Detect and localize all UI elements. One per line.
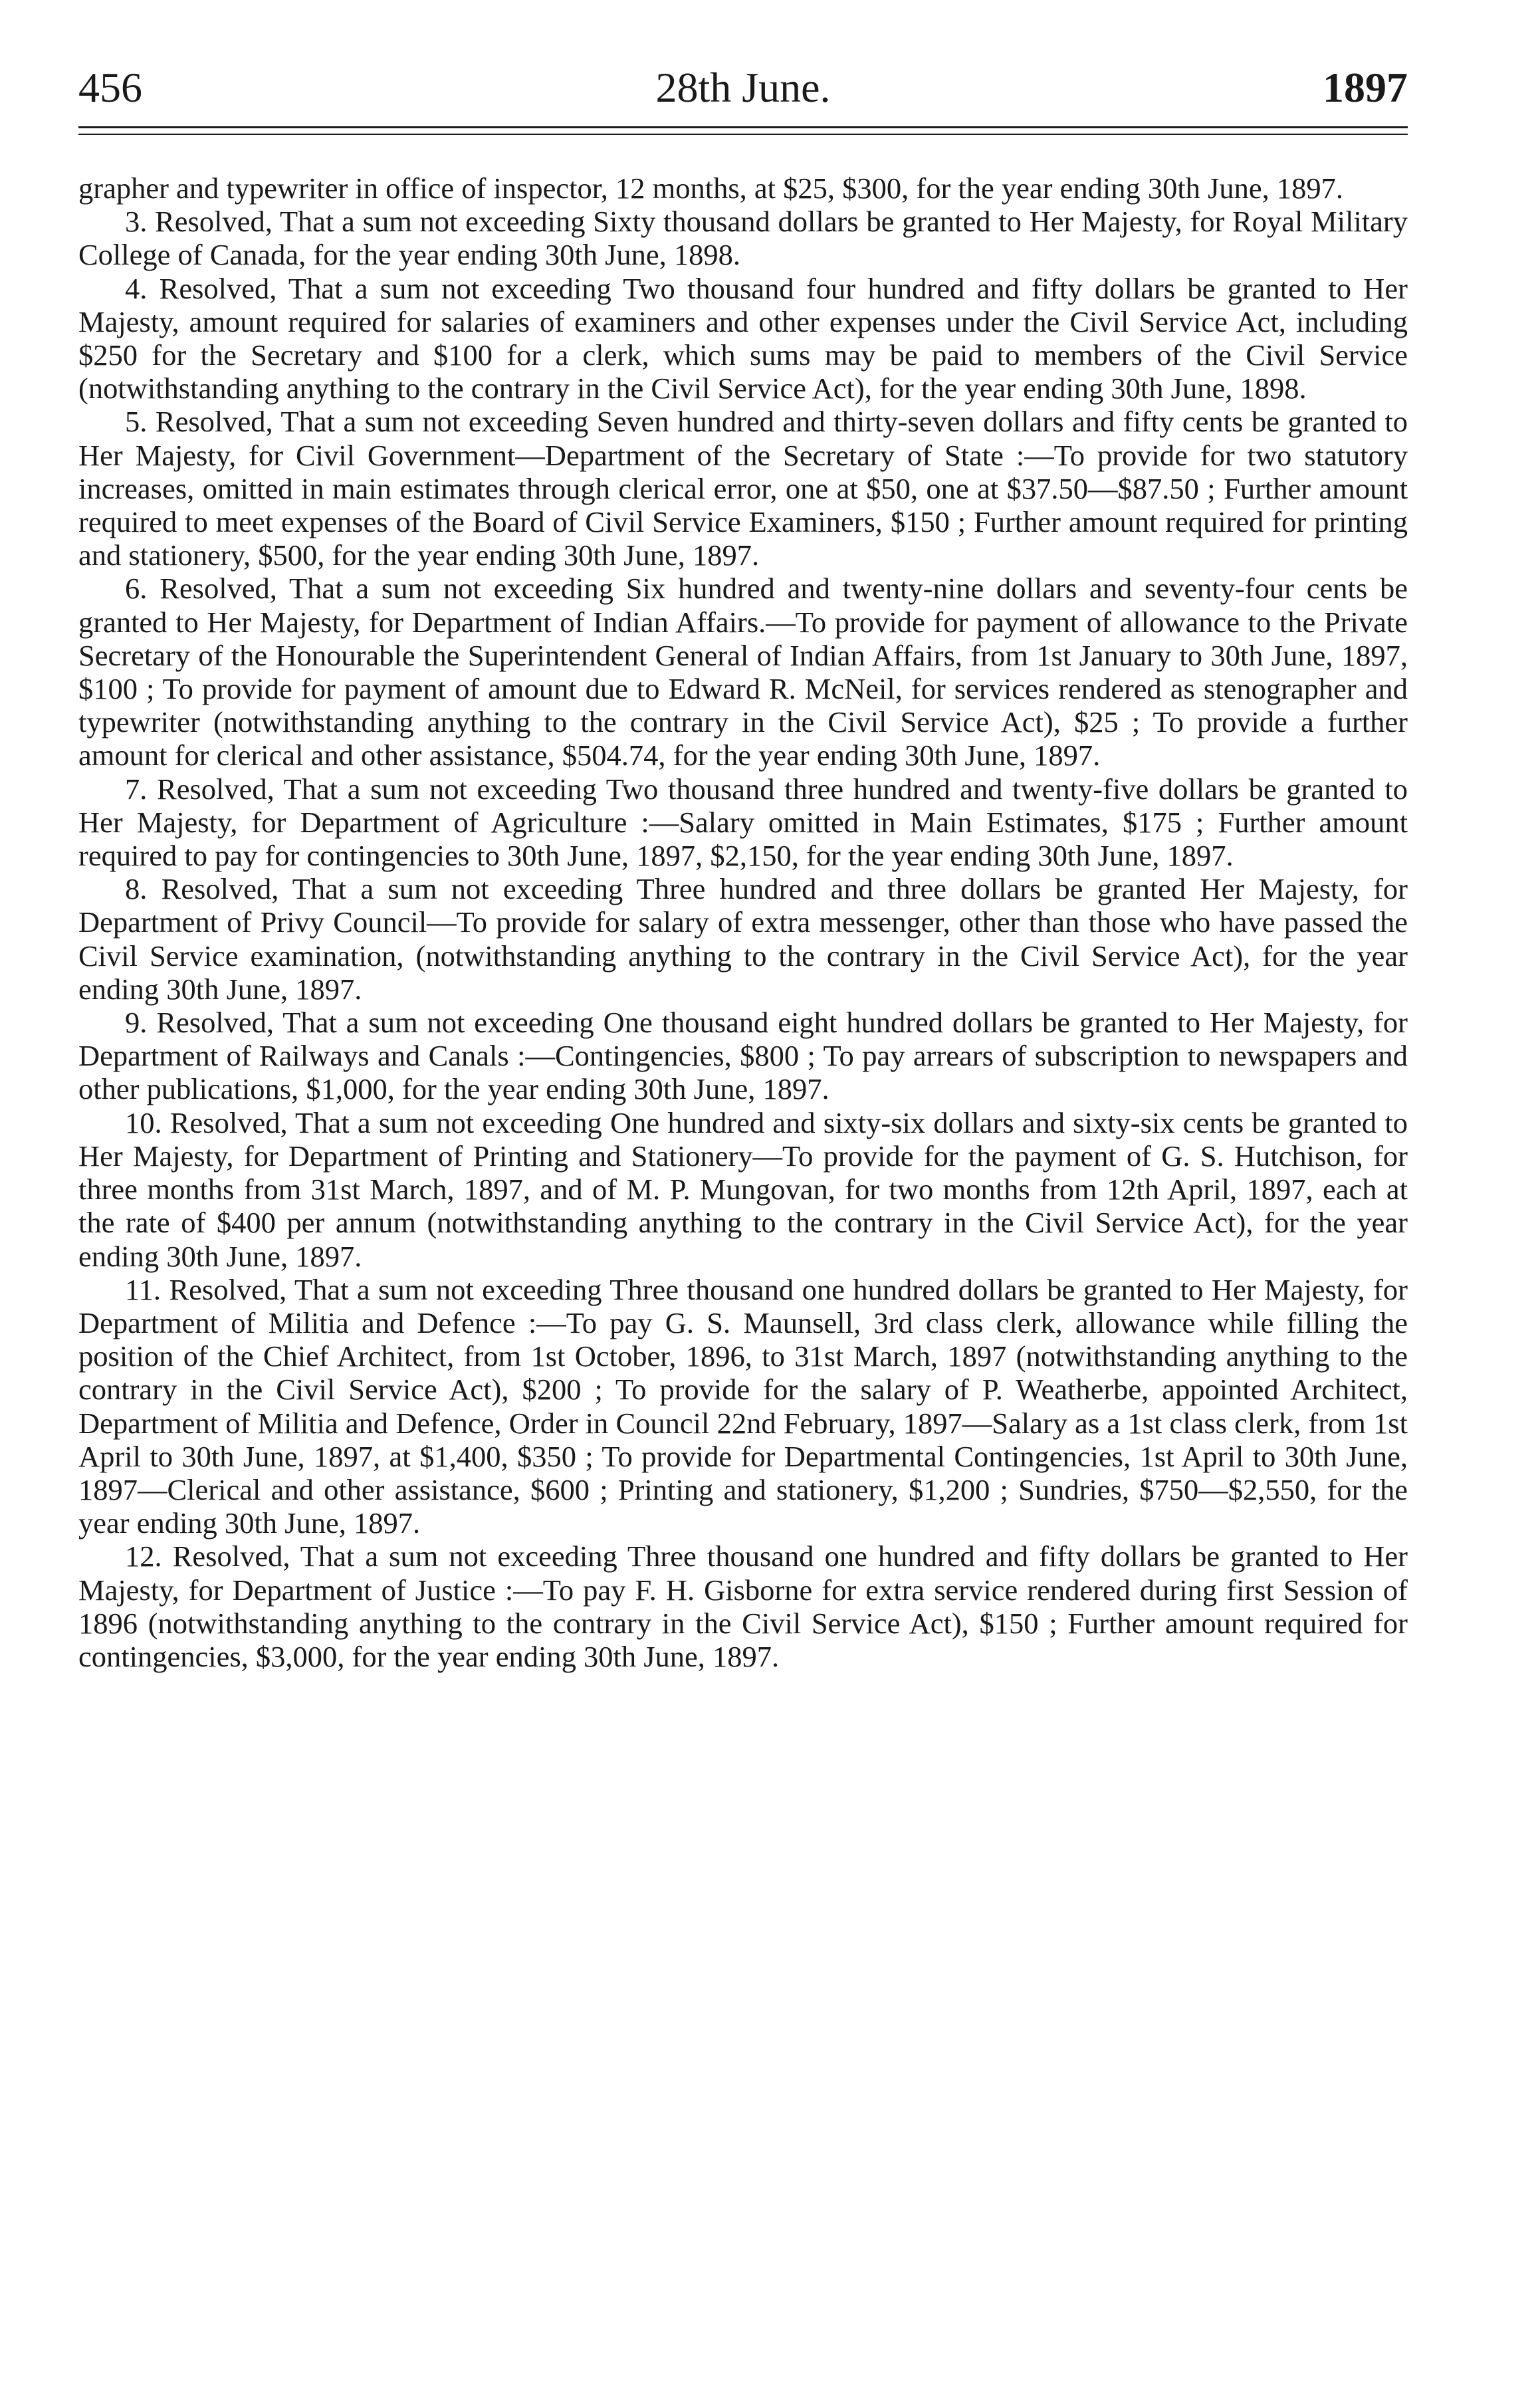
page-header — [78, 53, 1408, 126]
resolution-3: 3. Resolved, That a sum not exceeding Sixty thousand dollars be granted to Her Majesty, for Royal Military College of Canada, for the year ending 30th June, 1898. — [78, 205, 1408, 272]
header-year: 1897 — [1323, 64, 1408, 111]
resolution-10: 10. Resolved, That a sum not exceeding One hundred and sixty-six dollars and sixty-six cents be granted to Her Majesty, for Department of Printing and Stationery—To provide for the payment of G. S. Hutchison, for three months from 31st March, 1897, and of M. P. Mungovan, for two months from 12th April, 1897, each at the rate of $400 per annum (notwithstanding anything to the contrary in the Civil Service Act), for the year ending 30th June, 1897. — [78, 1105, 1408, 1273]
document-page — [78, 53, 1408, 1673]
resolution-5: 5. Resolved, That a sum not exceeding Seven hundred and thirty-seven dollars and fifty cents be granted to Her Majesty, for Civil Government—Department of the Secretary of State :—To provide for two statutory increases, omitted in main estimates through clerical error, one at $50, one at $37.50—$87.50 ; Further amount required to meet expenses of the Board of Civil Service Examiners, $150 ; Further amount required for printing and stationery, $500, for the year ending 30th June, 1897. — [78, 405, 1408, 572]
resolution-7: 7. Resolved, That a sum not exceeding Two thousand three hundred and twenty-five dollars be granted to Her Majesty, for Department of Agriculture :—Salary omitted in Main Estimates, $175 ; Further amount required to pay for contingencies to 30th June, 1897, $2,150, for the year ending 30th June, 1897. — [78, 772, 1408, 873]
resolution-12: 12. Resolved, That a sum not exceeding Three thousand one hundred and fifty dollars be granted to Her Majesty, for Department of Justice :—To pay F. H. Gisborne for extra service rendered during first Session of 1896 (notwithstanding anything to the contrary in the Civil Service Act), $150 ; Further amount required for contingencies, $3,000, for the year ending 30th June, 1897. — [78, 1540, 1408, 1673]
page-number: 456 — [78, 64, 142, 111]
resolution-4: 4. Resolved, That a sum not exceeding Two thousand four hundred and fifty dollars be granted to Her Majesty, amount required for salaries of examiners and other expenses under the Civil Service Act, including $250 for the Secretary and $100 for a clerk, which sums may be paid to members of the Civil Service (notwithstanding anything to the contrary in the Civil Service Act), for the year ending 30th June, 1898. — [78, 271, 1408, 405]
resolution-9: 9. Resolved, That a sum not exceeding One thousand eight hundred dollars be granted to Her Majesty, for Department of Railways and Canals :—Contingencies, $800 ; To pay arrears of subscription to newspapers and other publications, $1,000, for the year ending 30th June, 1897. — [78, 1006, 1408, 1106]
resolution-6: 6. Resolved, That a sum not exceeding Six hundred and twenty-nine dollars and seventy-four cents be granted to Her Majesty, for Department of Indian Affairs.—To provide for payment of allowance to the Private Secretary of the Honourable the Superintendent General of Indian Affairs, from 1st January to 30th June, 1897, $100 ; To provide for payment of amount due to Edward R. McNeil, for services rendered as stenographer and typewriter (notwithstanding anything to the contrary in the Civil Service Act), $25 ; To provide a further amount for clerical and other assistance, $504.74, for the year ending 30th June, 1897. — [78, 572, 1408, 772]
body-text — [78, 172, 1408, 1673]
paragraph-continuation: grapher and typewriter in office of inspector, 12 months, at $25, $300, for the year ending 30th June, 1897. — [78, 172, 1344, 205]
header-date: 28th June. — [655, 64, 831, 111]
header-rule-thick — [78, 126, 1408, 128]
header-rule-thin — [78, 134, 1408, 135]
resolution-8: 8. Resolved, That a sum not exceeding Three hundred and three dollars be granted Her Majesty, for Department of Privy Council—To provide for salary of extra messenger, other than those who have passed the Civil Service examination, (notwithstanding anything to the contrary in the Civil Service Act), for the year ending 30th June, 1897. — [78, 872, 1408, 1006]
resolution-11: 11. Resolved, That a sum not exceeding Three thousand one hundred dollars be granted to Her Majesty, for Department of Militia and Defence :—To pay G. S. Maunsell, 3rd class clerk, allowance while filling the position of the Chief Architect, from 1st October, 1896, to 31st March, 1897 (notwithstanding anything to the contrary in the Civil Service Act), $200 ; To provide for the salary of P. Weatherbe, appointed Architect, Department of Militia and Defence, Order in Council 22nd February, 1897—Salary as a 1st class clerk, from 1st April to 30th June, 1897, at $1,400, $350 ; To provide for Departmental Contingencies, 1st April to 30th June, 1897—Clerical and other assistance, $600 ; Printing and stationery, $1,200 ; Sundries, $750—$2,550, for the year ending 30th June, 1897. — [78, 1272, 1408, 1540]
